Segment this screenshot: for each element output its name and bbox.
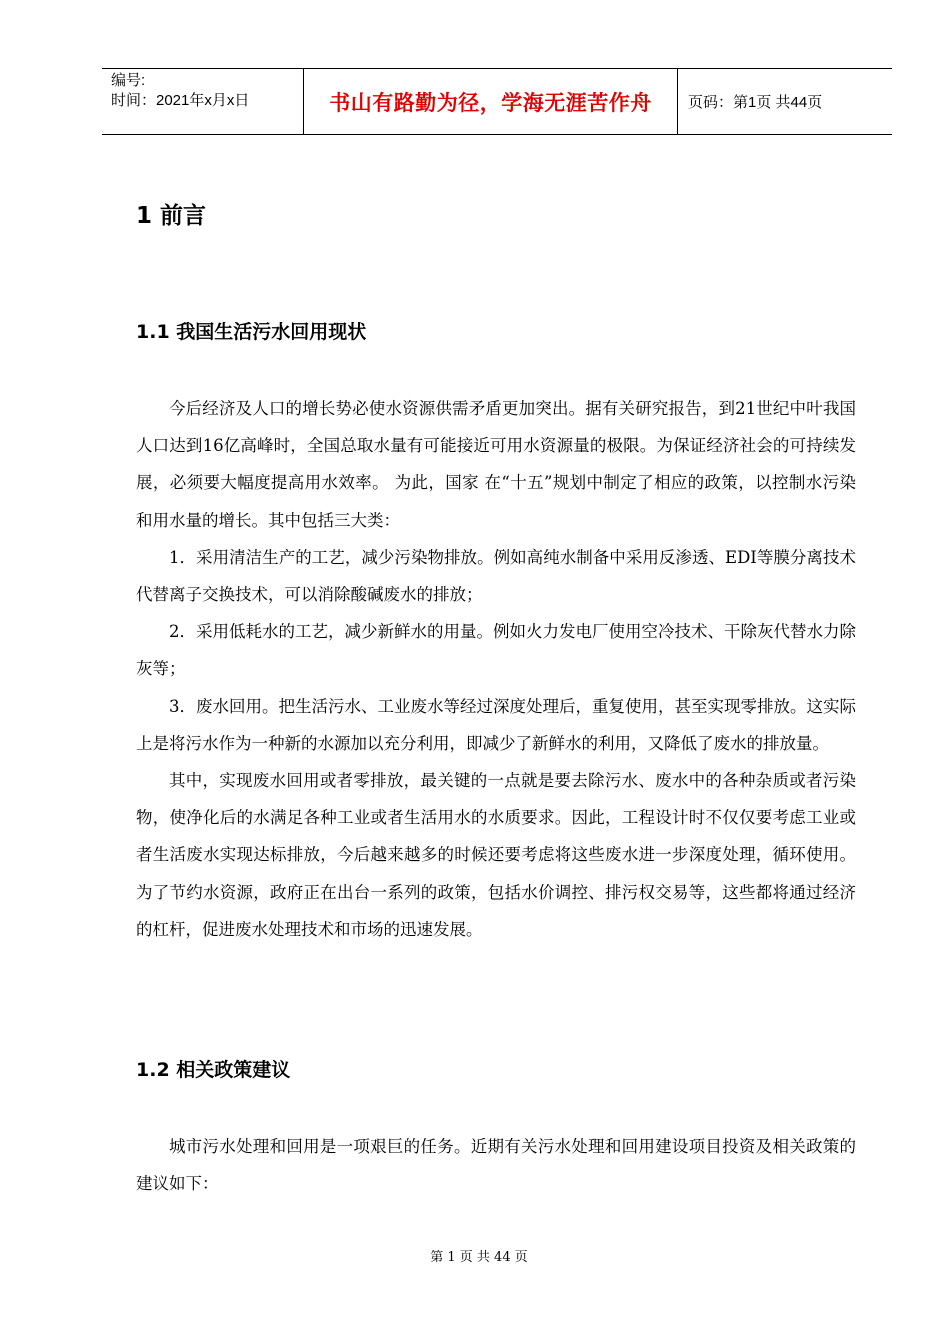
header-motto: 书山有路勤为径，学海无涯苦作舟 [304,69,678,134]
section-title-1-1: 1.1 我国生活污水回用现状 [136,321,367,343]
page-footer: 第 1 页 共 44 页 [430,1250,528,1265]
time-label: 时间：2021年x月x日 [111,92,250,109]
section-title-1-2: 1.2 相关政策建议 [136,1059,291,1081]
paragraph: 1．采用清洁生产的工艺，减少污染物排放。例如高纯水制备中采用反渗透、EDI等膜分离技术代替离子交换技术，可以消除酸碱废水的排放； [136,547,856,605]
page-header [102,68,892,135]
paragraph: 3．废水回用。把生活污水、工业废水等经过深度处理后，重复使用，甚至实现零排放。这实际上是将污水作为一种新的水源加以充分利用，即减少了新鲜水的利用，又降低了废水的排放量。 [136,696,856,753]
paragraph: 今后经济及人口的增长势必使水资源供需矛盾更加突出。据有关研究报告，到21世纪中叶我国人口达到16亿高峰时，全国总取水量有可能接近可用水资源量的极限。为保证经济社会的可持续发展，必须要大幅度提高用水效率。 为此，国家 在“十五”规划中制定了相应的政策，以控制水污染和用水量的增长。其中包括三大类： [136,399,856,530]
section-1-1-body [136,390,856,948]
header-meta-cell [102,69,304,134]
paragraph: 其中，实现废水回用或者零排放，最关键的一点就是要去除污水、废水中的各种杂质或者污染物，使净化后的水满足各种工业或者生活用水的水质要求。因此，工程设计时不仅仅要考虑工业或者生活废水实现达标排放，今后越来越多的时候还要考虑将这些废水进一步深度处理，循环使用。为了节约水资源，政府正在出台一系列的政策，包括水价调控、排污权交易等，这些都将通过经济的杠杆，促进废水处理技术和市场的迅速发展。 [136,771,856,939]
chapter-title: 1 前言 [136,203,207,229]
section-1-2-body [136,1128,856,1202]
paragraph: 城市污水处理和回用是一项艰巨的任务。近期有关污水处理和回用建设项目投资及相关政策的建议如下： [136,1137,856,1194]
number-label: 编号: [111,72,146,89]
header-page-label: 页码：第1页 共44页 [688,94,823,111]
paragraph: 2．采用低耗水的工艺，减少新鲜水的用量。例如火力发电厂使用空冷技术、干除灰代替水力除灰等； [136,622,856,679]
